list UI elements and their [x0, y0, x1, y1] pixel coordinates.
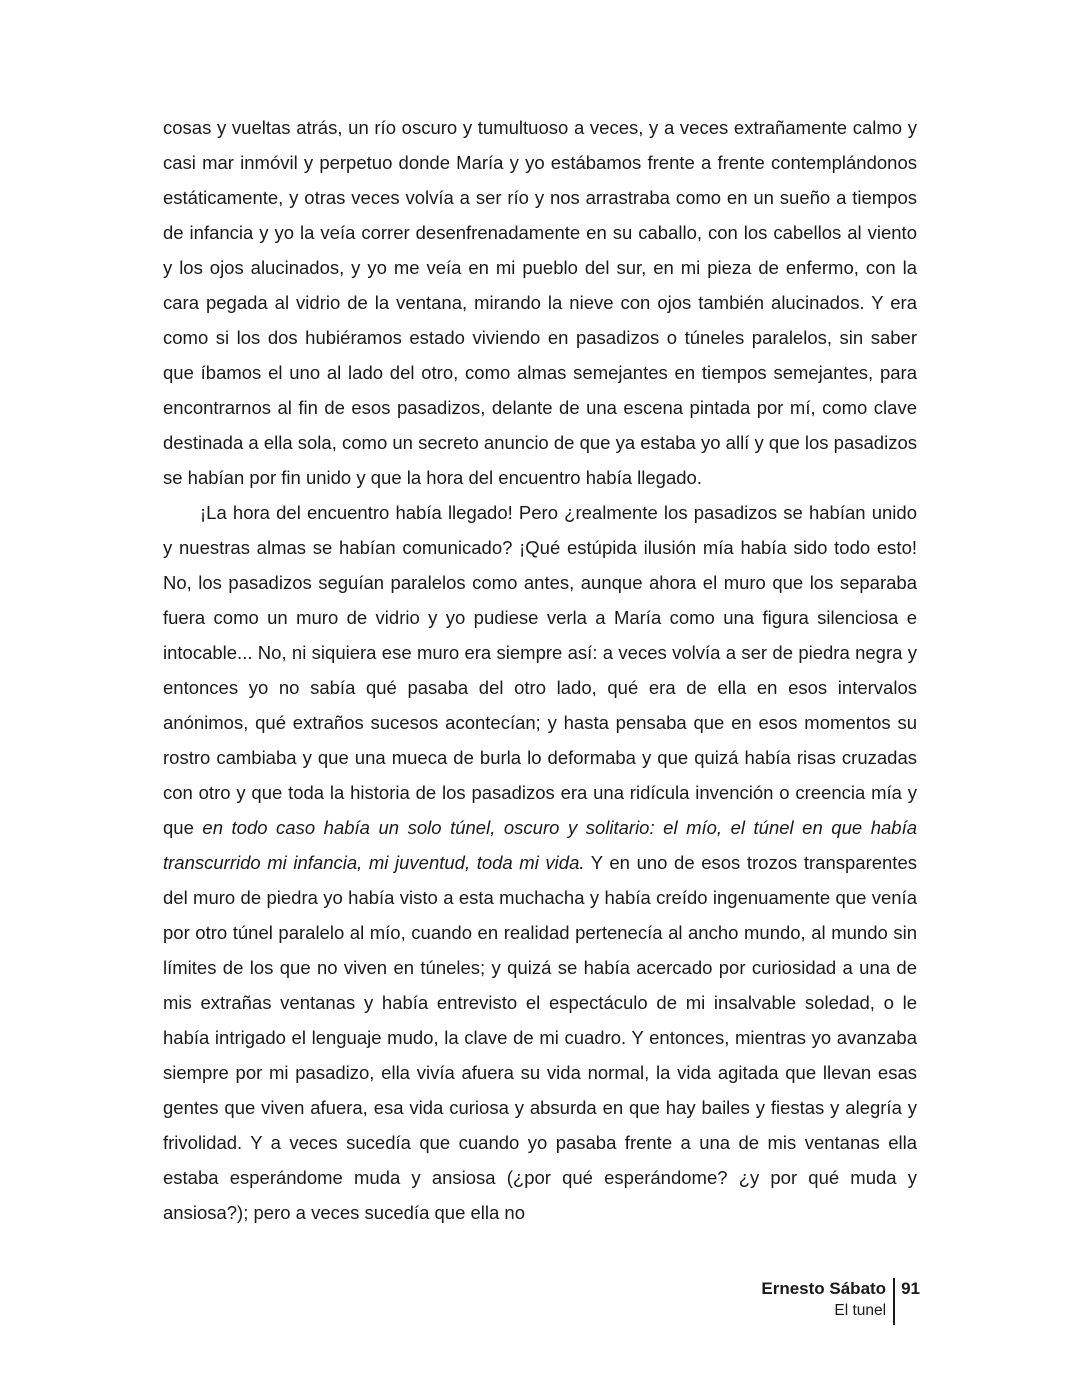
text-segment: cosas y vueltas atrás, un río oscuro y tumultuoso a veces, y a veces extrañamente calmo y casi mar inmóvil y perpetuo donde María y yo estábamos frente a frente contemplándonos estáticamente, y otras veces volvía a ser río y nos arrastraba como en un sueño a tiempos de infancia y yo la veía correr desenfrenadamente en su caballo, con los cabellos al viento y los ojos alucinados, y yo me veía en mi pueblo del sur, en mi pieza de enfermo, con la cara pegada al vidrio de la ventana, mirando la nieve con ojos también alucinados. Y era como si los dos hubiéramos estado viviendo en pasadizos o túneles paralelos, sin saber que íbamos el uno al lado del otro, como almas semejantes en tiempos semejantes, para encontrarnos al fin de esos pasadizos, delante de una escena pintada por mí, como clave destinada a ella sola, como un secreto anuncio de que ya estaba yo allí y que los pasadizos se habían por fin unido y que la hora del encuentro había llegado.	[163, 117, 917, 488]
text-segment: ¡La hora del encuentro había llegado! Pero ¿realmente los pasadizos se habían unido y nuestras almas se habían comunicado? ¡Qué estúpida ilusión mía había sido todo esto! No, los pasadizos seguían paralelos como antes, aunque ahora el muro que los separaba fuera como un muro de vidrio y yo pudiese verla a María como una figura silenciosa e intocable... No, ni siquiera ese muro era siempre así: a veces volvía a ser de piedra negra y entonces yo no sabía qué pasaba del otro lado, qué era de ella en esos intervalos anónimos, qué extraños sucesos acontecían; y hasta pensaba que en esos momentos su rostro cambiaba y que una mueca de burla lo deformaba y que quizá había risas cruzadas con otro y que toda la historia de los pasadizos era una ridícula invención o creencia mía y que	[163, 502, 917, 838]
page-text	[163, 110, 917, 1230]
footer-text-column	[761, 1278, 893, 1321]
body-paragraph	[163, 110, 917, 495]
italic-text-segment: en todo caso había un solo túnel, oscuro y solitario: el mío, el túnel en que había transcurrido mi infancia, mi juventud, toda mi vida.	[163, 817, 917, 873]
body-paragraph	[163, 495, 917, 1230]
text-segment: Y en uno de esos trozos transparentes del muro de piedra yo había visto a esta muchacha y había creído ingenuamente que venía por otro túnel paralelo al mío, cuando en realidad pertenecía al ancho mundo, al mundo sin límites de los que no viven en túneles; y quizá se había acercado por curiosidad a una de mis extrañas ventanas y había entrevisto el espectáculo de mi insalvable soledad, o le había intrigado el lenguaje mudo, la clave de mi cuadro. Y entonces, mientras yo avanzaba siempre por mi pasadizo, ella vivía afuera su vida normal, la vida agitada que llevan esas gentes que viven afuera, esa vida curiosa y absurda en que hay bailes y fiestas y alegría y frivolidad. Y a veces sucedía que cuando yo pasaba frente a una de mis ventanas ella estaba esperándome muda y ansiosa (¿por qué esperándome? ¿y por qué muda y ansiosa?); pero a veces sucedía que ella no	[163, 852, 917, 1223]
footer-author: Ernesto Sábato	[761, 1279, 887, 1298]
footer-book-title: El tunel	[834, 1302, 887, 1319]
page-footer	[761, 1278, 920, 1321]
footer-page-number: 91	[901, 1279, 920, 1298]
